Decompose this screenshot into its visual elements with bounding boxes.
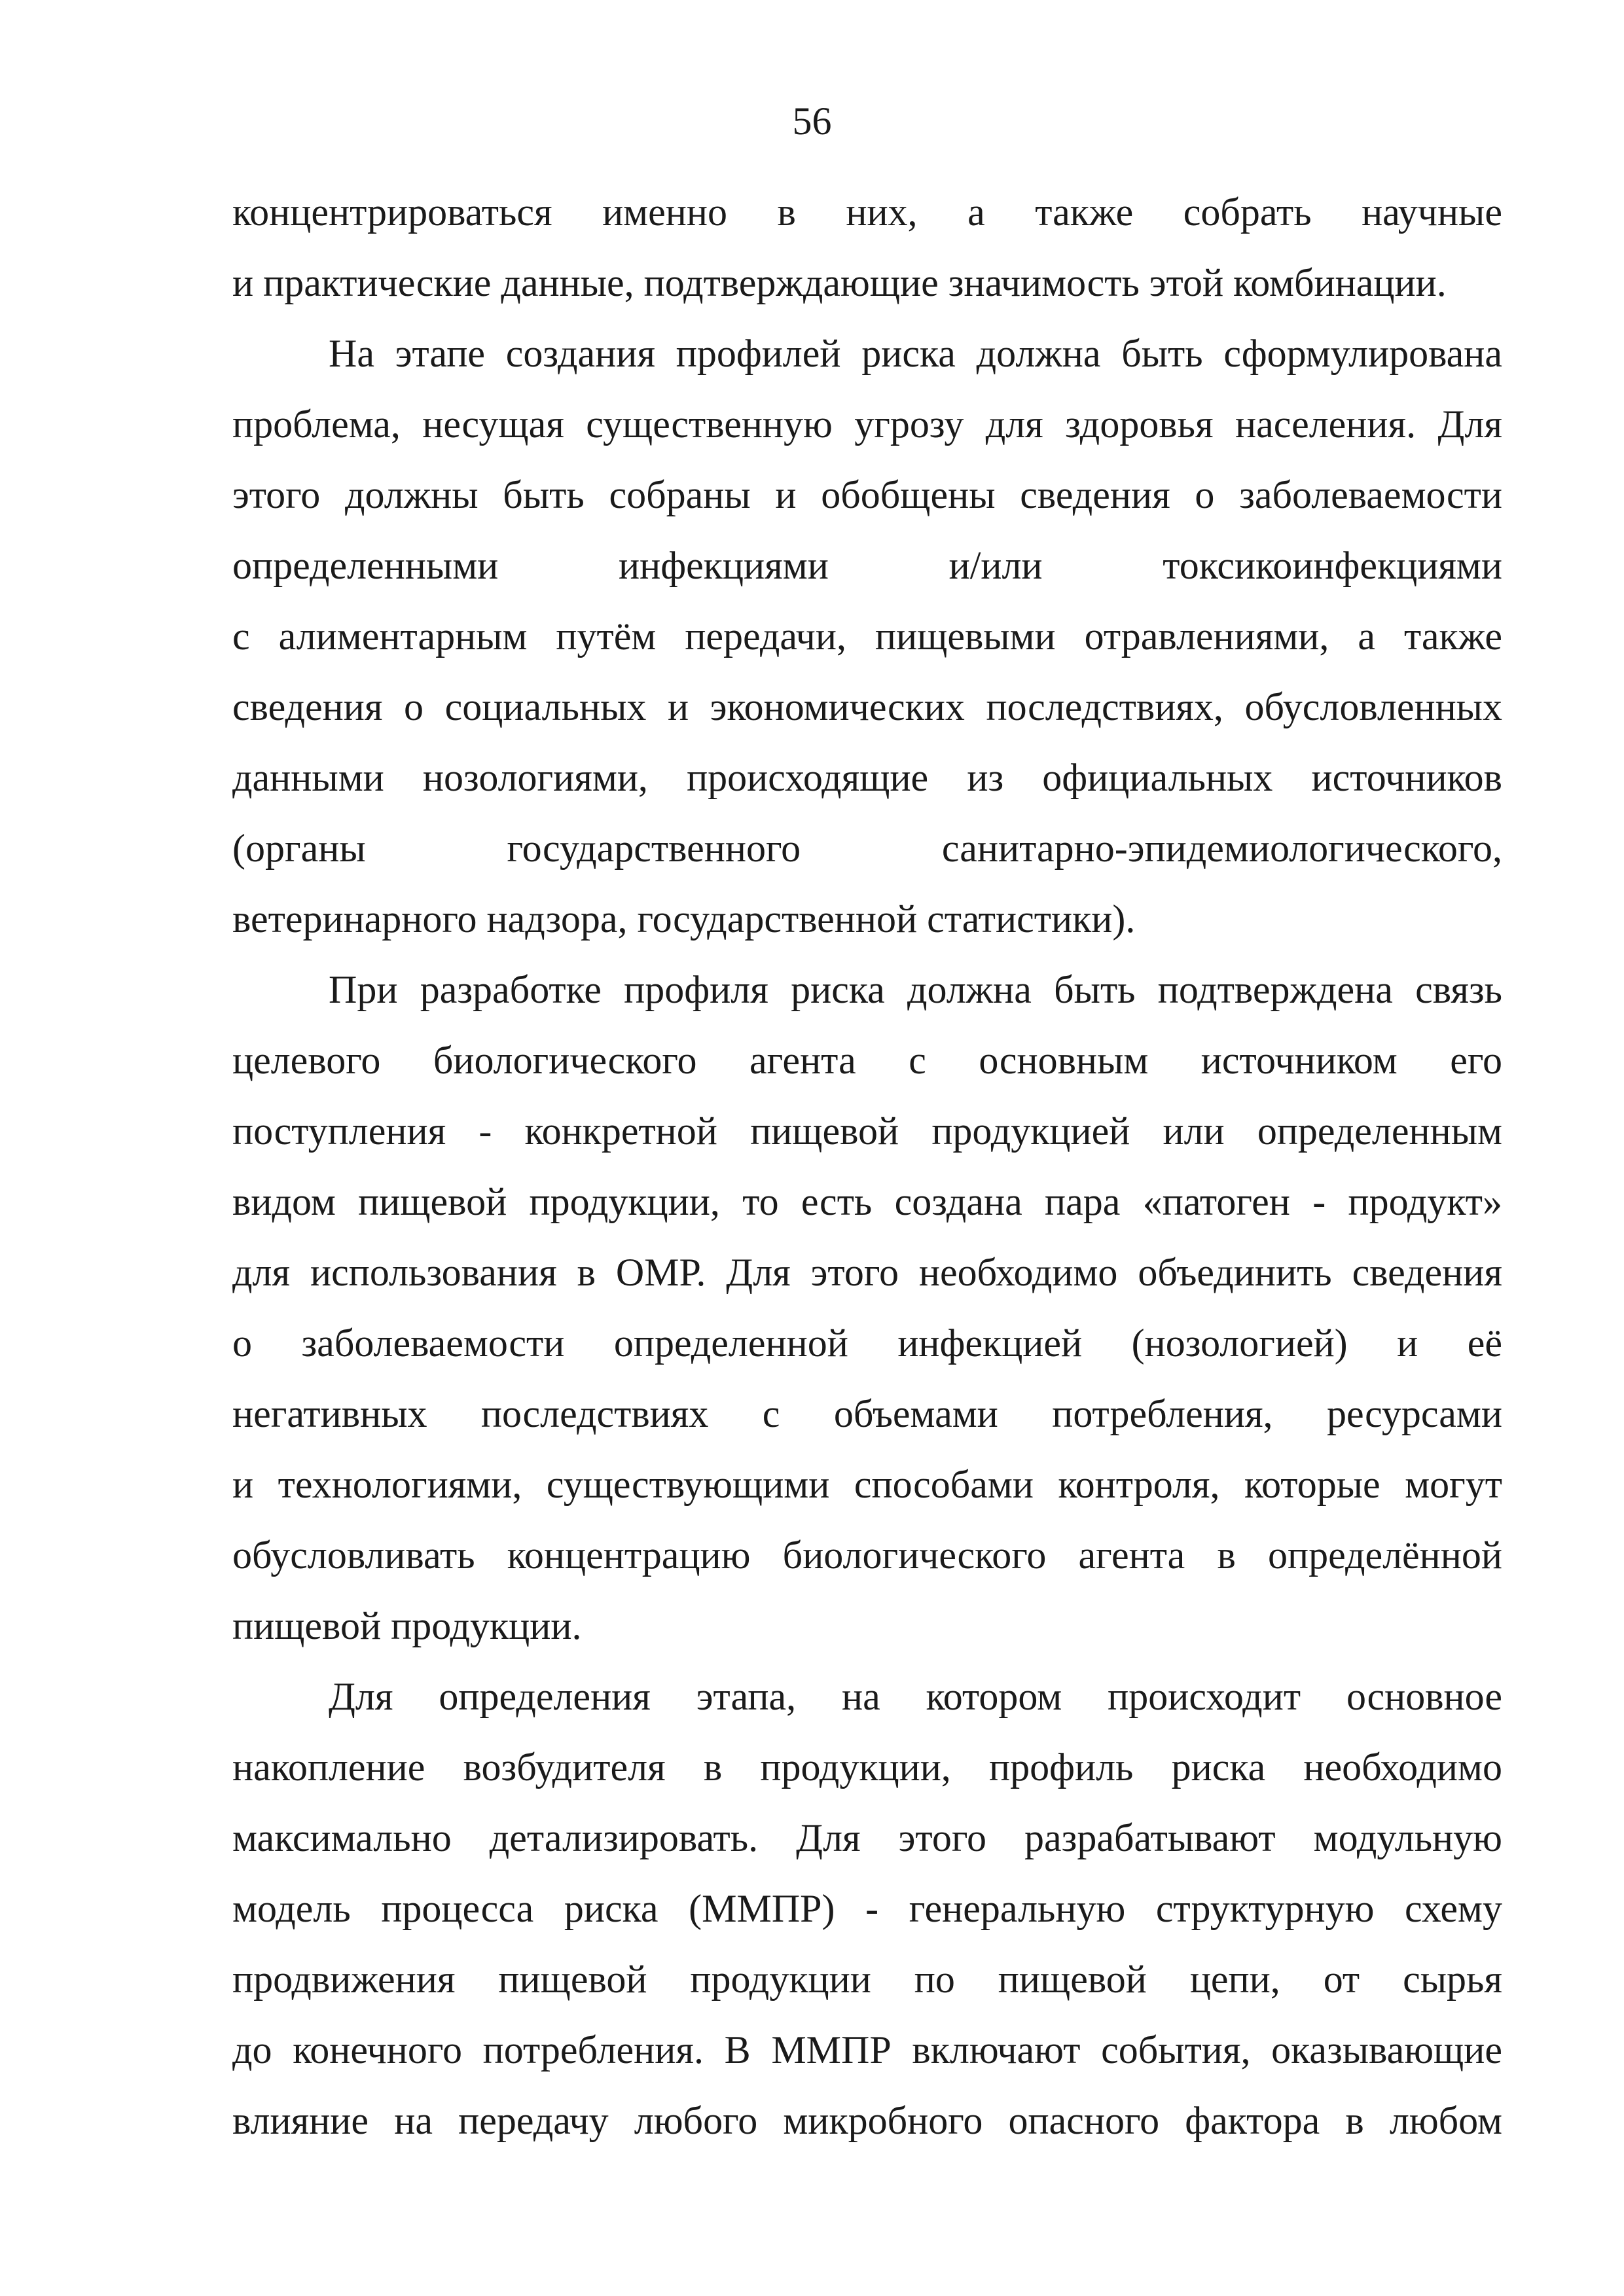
text-line: видом пищевой продукции, то есть создана пара «патоген - продукт» [232,1180,1502,1223]
text-line: негативных последствиях с объемами потребления, ресурсами [232,1392,1502,1435]
text-line: определенными инфекциями и/или токсикоинфекциями [232,544,1502,587]
text-line: этого должны быть собраны и обобщены сведения о заболеваемости [232,473,1502,516]
text-line: и практические данные, подтверждающие значимость этой комбинации. [232,261,1447,304]
text-line: Для определения этапа, на котором происходит основное [329,1675,1502,1718]
text-line: продвижения пищевой продукции по пищевой цепи, от сырья [232,1958,1502,2001]
text-line: максимально детализировать. Для этого разрабатывают модульную [232,1816,1502,1859]
text-line: и технологиями, существующими способами контроля, которые могут [232,1463,1502,1506]
text-line: пищевой продукции. [232,1604,582,1647]
text-line: накопление возбудителя в продукции, профиль риска необходимо [232,1746,1502,1789]
text-line: о заболеваемости определенной инфекцией (нозологией) и её [232,1321,1502,1365]
paragraph-4 [232,1661,1502,2156]
text-line: обусловливать концентрацию биологического агента в определённой [232,1534,1502,1577]
text-line: модель процесса риска (ММПР) - генеральную структурную схему [232,1887,1502,1930]
paragraph-2 [232,318,1502,954]
paragraph-3 [232,954,1502,1661]
text-line: для использования в ОМР. Для этого необходимо объединить сведения [232,1251,1502,1294]
text-line: (органы государственного санитарно-эпидемиологического, [232,827,1502,870]
text-line: до конечного потребления. В ММПР включают события, оказывающие [232,2028,1502,2072]
text-line: целевого биологического агента с основным источником его [232,1039,1502,1082]
text-line: проблема, несущая существенную угрозу для здоровья населения. Для [232,403,1502,446]
text-line: данными нозологиями, происходящие из официальных источников [232,756,1502,799]
text-line: ветеринарного надзора, государственной статистики). [232,897,1136,941]
paragraph-1 [232,177,1502,318]
page-number: 56 [792,99,832,143]
text-line: поступления - конкретной пищевой продукцией или определенным [232,1109,1502,1153]
text-line: сведения о социальных и экономических последствиях, обусловленных [232,685,1502,728]
text-line: концентрироваться именно в них, а также собрать научные [232,190,1502,234]
text-line: На этапе создания профилей риска должна быть сформулирована [329,332,1502,375]
text-line: влияние на передачу любого микробного опасного фактора в любом [232,2099,1502,2142]
text-line: При разработке профиля риска должна быть подтверждена связь [329,968,1502,1011]
text-line: с алиментарным путём передачи, пищевыми отравлениями, а также [232,615,1502,658]
document-body [232,177,1502,2156]
